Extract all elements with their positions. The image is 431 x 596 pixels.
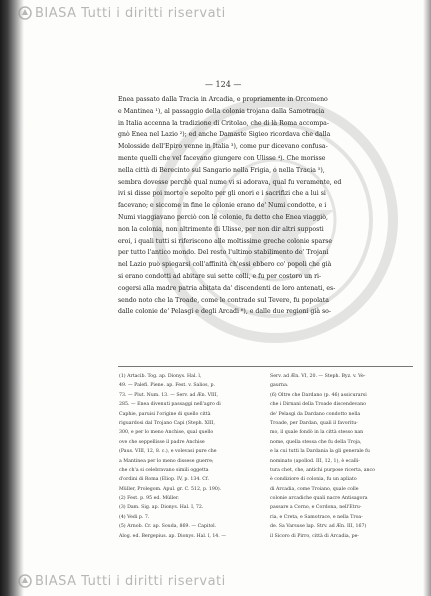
footnote-line: riguardosi dal Trojano Capi (Steph. XIII, <box>119 420 216 426</box>
footnote-line: Troade, per Dardan, quali il favoritu- <box>270 420 358 426</box>
text-line: in Italia accenna la tradizione di Critolao, che di là Roma accompa- <box>118 119 329 127</box>
text-line: cogersi alla madre patria abitata da' discendenti de loro antenati, es- <box>118 284 336 292</box>
footnote-line: che ch'a si celebravano simili oggetta <box>119 467 209 473</box>
footnote-line: passare a Corno, e Cordona, nell'Etru- <box>270 505 362 511</box>
footnote-line: (6) Oltre che Dardano (p. 46) assicurarsi <box>270 392 367 398</box>
text-line: nella città di Berecinto sul Sangario nella Frigia, o nella Tracia ⁵), <box>118 166 325 174</box>
footnote-line: colonie arcadiche quali nacre Antisagora <box>270 496 368 502</box>
text-line: e Mantinea ¹), al passaggio della colonia trojana dalla Samotracia <box>118 107 325 115</box>
text-line: per tutto l'antico mondo. Del resto l'ultimo stabilimento de' Trojani <box>118 249 329 257</box>
text-line: Molosside dell'Epiro venne in Italia ³), come pur dicevano confusa- <box>118 143 328 151</box>
biasa-logo-icon <box>18 574 32 588</box>
footnote-line: d'ordini di Roma (Eliop. IV, p. 134. Cf. <box>119 477 209 483</box>
footnote-line: è condiziore di colonia, fu un apliato <box>270 477 357 483</box>
footnote-line: (3) Dam. Sig. ap. Dionys. Hal. I, 72. <box>119 505 204 511</box>
footnote-line: 73. — Plut. Num. 13. — Serv. ad Æn. VIII, <box>119 392 219 398</box>
footnote-line: (4) Vedi p. 7. <box>119 514 150 520</box>
footnote-line: (2) Fest. p. 95 ed. Müller. <box>119 496 180 502</box>
text-line: ivi si disse poi morto e sepolto per gli onori e i sacrifizi che a lui si <box>118 190 326 198</box>
page-number: — 124 — <box>205 80 242 89</box>
footnotes-right-column <box>270 372 418 541</box>
biasa-logo-icon <box>18 6 32 20</box>
footnote-line: a Mantinea per lo meno dissese guerre; <box>119 458 214 464</box>
footnote-line: nominato (apollod. III, 12, 1), è ecalli- <box>270 458 360 464</box>
footnote-separator <box>118 366 413 367</box>
text-line: nel Lazio può spiegarsi coll'affinità ch'essi ebbero co' popoli che già <box>118 261 332 269</box>
footnote-line: mo, il quale fondò in la città stesso nan <box>270 430 364 436</box>
text-line: sembra dovesse perchè qual nume vi si adorava, qual fu veramente, ed <box>118 178 342 186</box>
text-line: Enea passato dalla Tracia in Arcadia, e propriamente in Orcomeno <box>118 96 328 103</box>
footnote-line: ove che seppellisse il padre Anchise <box>119 439 205 445</box>
text-line: dalle colonie de' Pelasgi e degli Arcadi ⁶), e dalle due regioni già so- <box>118 308 332 316</box>
footnote-line: (1) Artacib. Tog. ap. Dionys. Hal. l, <box>119 374 202 379</box>
footnote-line: de' Pelasgi da Dardano condotto nella <box>270 411 361 417</box>
footnote-line: de. Sa Varsuse lap. Strv. ad Æn. III, 167) <box>270 524 367 530</box>
footnote-line: e la cui tutti la Dardania la gli generale fu <box>270 449 370 455</box>
footnote-line: gaurna. <box>270 383 289 389</box>
footnote-line: tura chet, che, antichi purpose ricerta, anco <box>270 467 375 473</box>
footnotes-left-column <box>119 372 259 541</box>
footnote-line: Caphie, paruisi l'origine di quello città <box>119 411 211 417</box>
text-line: facevano; e siccome in fine le colonie erano de' Numi condotte, e i <box>118 202 327 210</box>
text-line: Numi viaggiavano perciò con le colonie, fu detto che Enea viaggiò, <box>118 213 328 221</box>
text-line: sendo noto che la Troade, come le contrade sul Tevere, fu popolata <box>118 296 329 304</box>
footnote-line: di Arcadia, come Troiano, quale colle <box>270 486 359 492</box>
footnote-line: nome, quella stessa che fu della Troja, <box>270 439 362 445</box>
binding-shadow <box>0 0 24 596</box>
footnote-line: (5) Arnob. Cr. ap. Souda, 869. — Capitol. <box>119 524 217 530</box>
footnote-line: 49. — Palefi. Piene. ap. Fest. v. Salios, p. <box>119 383 216 389</box>
footnote-line: Alog. ed. Bergepius. ap. Dionys. Hal. l, 14. — <box>119 533 226 539</box>
footnote-line: Serv. ad Æn. VI, 20. — Steph. Byz. v. Ve- <box>270 374 366 379</box>
text-line: gnò Enea nel Lazio ²); ed anche Damaste Sigieo ricordava che dalla <box>118 131 331 139</box>
footnote-line: che i Dirnani della Troade discendevano <box>270 402 366 408</box>
footnote-line: 300, e per lo meno Anchise, qual quello <box>119 430 214 436</box>
footnote-line: 285. — Enea divenuti passaggi nell'agro di <box>119 402 221 408</box>
footnote-line: Müller, Prolegom. Apul. gr. C. 512, p. 190). <box>119 486 222 492</box>
text-line: eroi, i quali tutti si riferiscono alle moltissime greche colonie sparse <box>118 237 333 245</box>
footnote-line: (Paus. VIII, 12, 8. c.), e volevasi pure che <box>119 449 217 455</box>
watermark-top-label: BIASA Tutti i diritti riservati <box>35 6 226 21</box>
watermark-bottom-label: BIASA Tutti i diritti riservati <box>35 574 226 589</box>
text-line: si erano condotti ad abitare sui sette colli, e fu per costoro un ri- <box>118 272 322 280</box>
text-line: non la colonia, non altrimente di Ulisse, per non dir altri supposti <box>118 225 324 233</box>
footnote-line: il Sicoro di Pirro, città di Arcadia, pe- <box>270 533 359 539</box>
main-text-block <box>118 94 418 318</box>
text-line: mente quelli che vel facevano giungere con Ulisse ⁴). Che morisse <box>118 154 326 162</box>
edge-shadow <box>423 0 431 596</box>
footnote-line: ria, e Creta, e Samotrace, e nella Troa- <box>270 514 363 520</box>
